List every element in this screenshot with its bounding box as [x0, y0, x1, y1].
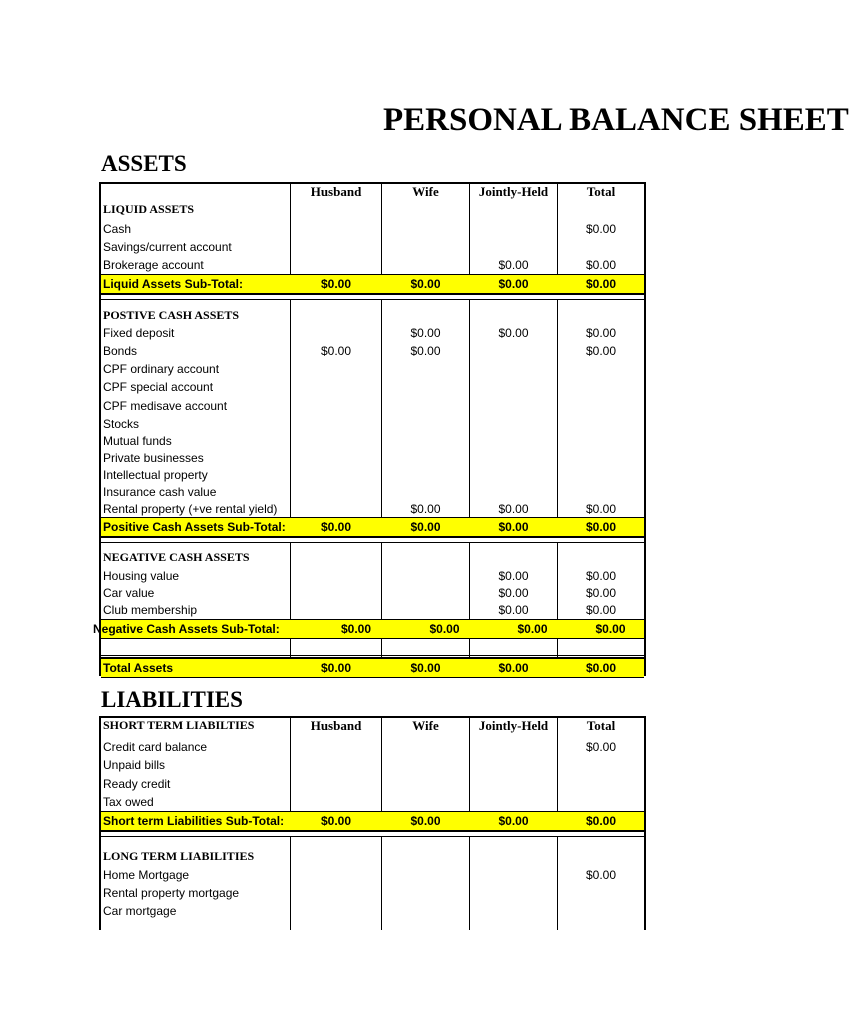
total-jointly-held: $0.00 — [498, 661, 529, 675]
column-header-row — [101, 718, 644, 738]
total-total: $0.00 — [585, 661, 617, 675]
subtotal-husband: $0.00 — [340, 622, 372, 636]
cell-wife — [382, 793, 469, 811]
cell-wife — [382, 884, 469, 902]
row-label: Bonds — [103, 344, 138, 358]
cell-jointly-held — [470, 238, 557, 256]
short-term-liabilities-heading: SHORT TERM LIABILTIES — [103, 718, 255, 732]
cell-husband — [291, 324, 381, 342]
cell-jointly-held: $0.00 — [498, 585, 529, 600]
table-row — [101, 378, 644, 396]
row-label: Rental property (+ve rental yield) — [103, 501, 278, 516]
double-divider — [101, 294, 644, 300]
table-row — [101, 449, 644, 466]
cell-husband — [291, 884, 381, 902]
cell-husband — [291, 238, 381, 256]
cell-wife — [382, 483, 469, 500]
cell-jointly-held — [470, 466, 557, 483]
table-row — [101, 256, 644, 274]
row-label: Tax owed — [103, 795, 154, 809]
total-wife: $0.00 — [410, 661, 441, 675]
header-husband: Husband — [310, 718, 362, 733]
cell-wife — [382, 902, 469, 920]
cell-husband — [291, 415, 381, 432]
subtotal-row — [101, 811, 644, 831]
group-heading-row — [101, 306, 644, 324]
subtotal-total: $0.00 — [585, 520, 617, 534]
table-row — [101, 756, 644, 774]
cell-jointly-held — [470, 432, 557, 449]
cell-husband — [291, 432, 381, 449]
cell-jointly-held — [470, 415, 557, 432]
subtotal-wife: $0.00 — [410, 814, 441, 828]
cell-total: $0.00 — [585, 585, 617, 600]
cell-total — [558, 449, 644, 466]
table-row — [101, 601, 644, 618]
row-label: Rental property mortgage — [103, 886, 240, 900]
page-title: PERSONAL BALANCE SHEET — [383, 102, 849, 138]
table-row — [101, 397, 644, 415]
cell-husband — [291, 775, 381, 793]
total-assets-row — [101, 658, 644, 678]
table-row — [101, 567, 644, 584]
table-row — [101, 432, 644, 449]
table-row — [101, 738, 644, 756]
subtotal-jointly-held: $0.00 — [498, 277, 529, 291]
cell-husband — [291, 793, 381, 811]
table-row — [101, 324, 644, 342]
cell-husband — [291, 738, 381, 756]
double-divider — [101, 537, 644, 543]
subtotal-label: Liquid Assets Sub-Total: — [103, 277, 243, 291]
cell-wife — [382, 397, 469, 415]
table-row — [101, 584, 644, 601]
row-label: Intellectual property — [103, 467, 208, 482]
subtotal-wife: $0.00 — [410, 520, 441, 534]
table-row — [101, 360, 644, 378]
liquid-assets-heading: LIQUID ASSETS — [103, 201, 195, 216]
cell-jointly-held — [470, 902, 557, 920]
subtotal-label: Positive Cash Assets Sub-Total: — [103, 520, 286, 534]
cell-wife — [382, 360, 469, 378]
subtotal-total: $0.00 — [585, 277, 617, 291]
cell-wife: $0.00 — [410, 501, 441, 516]
subtotal-husband: $0.00 — [320, 814, 352, 828]
row-label: Mutual funds — [103, 433, 172, 448]
subtotal-row — [93, 619, 644, 639]
total-husband: $0.00 — [320, 661, 352, 675]
row-label: Fixed deposit — [103, 326, 175, 340]
liabilities-heading: LIABILITIES — [101, 687, 243, 712]
header-total: Total — [586, 184, 616, 199]
subtotal-wife: $0.00 — [429, 622, 460, 636]
cell-husband — [291, 866, 381, 884]
cell-total — [558, 466, 644, 483]
cell-jointly-held — [470, 220, 557, 238]
cell-total — [558, 483, 644, 500]
cell-jointly-held — [470, 378, 557, 396]
cell-wife — [382, 738, 469, 756]
cell-total — [558, 793, 644, 811]
table-row — [101, 466, 644, 483]
row-label: CPF medisave account — [103, 399, 228, 413]
cell-jointly-held — [470, 884, 557, 902]
group-heading-row — [101, 200, 644, 218]
cell-wife — [382, 238, 469, 256]
subtotal-total: $0.00 — [585, 814, 617, 828]
table-row — [101, 220, 644, 238]
header-husband: Husband — [310, 184, 362, 199]
cell-jointly-held: $0.00 — [498, 602, 529, 617]
row-label: Housing value — [103, 568, 180, 583]
subtotal-row — [101, 274, 644, 294]
cell-jointly-held — [470, 360, 557, 378]
row-label: Cash — [103, 222, 132, 236]
subtotal-jointly-held: $0.00 — [498, 814, 529, 828]
cell-jointly-held — [470, 866, 557, 884]
subtotal-husband: $0.00 — [320, 520, 352, 534]
cell-jointly-held: $0.00 — [498, 326, 529, 340]
row-label: Ready credit — [103, 777, 171, 791]
cell-husband — [291, 449, 381, 466]
row-label: Insurance cash value — [103, 484, 217, 499]
row-label: Savings/current account — [103, 240, 232, 254]
cell-husband — [291, 378, 381, 396]
row-label: CPF ordinary account — [103, 362, 220, 376]
cell-wife — [382, 567, 469, 584]
cell-total — [558, 238, 644, 256]
cell-wife — [382, 220, 469, 238]
subtotal-row — [101, 517, 644, 537]
cell-husband — [291, 466, 381, 483]
liabilities-table — [99, 716, 646, 930]
total-assets-label: Total Assets — [103, 661, 174, 675]
cell-wife — [382, 256, 469, 274]
cell-total — [558, 415, 644, 432]
long-term-liabilities-heading: LONG TERM LIABILITIES — [103, 848, 255, 863]
header-jointly-held: Jointly-Held — [478, 184, 549, 199]
cell-total — [558, 360, 644, 378]
cell-total: $0.00 — [585, 868, 617, 882]
cell-husband — [291, 601, 381, 618]
table-row — [101, 483, 644, 500]
cell-husband — [291, 220, 381, 238]
assets-table — [93, 182, 646, 676]
cell-jointly-held — [470, 483, 557, 500]
cell-total: $0.00 — [585, 258, 617, 272]
cell-jointly-held — [470, 449, 557, 466]
table-row — [101, 793, 644, 811]
cell-jointly-held — [470, 738, 557, 756]
cell-jointly-held — [470, 756, 557, 774]
cell-wife — [382, 449, 469, 466]
table-row — [101, 866, 644, 884]
row-label: CPF special account — [103, 380, 214, 394]
header-jointly-held: Jointly-Held — [478, 718, 549, 733]
cell-wife — [382, 756, 469, 774]
cell-husband — [291, 256, 381, 274]
cell-husband — [291, 584, 381, 601]
cell-total: $0.00 — [585, 222, 617, 236]
subtotal-total: $0.00 — [595, 622, 626, 636]
cell-total — [558, 902, 644, 920]
cell-jointly-held — [470, 342, 557, 360]
cell-wife — [382, 415, 469, 432]
cell-wife — [382, 601, 469, 618]
row-label: Credit card balance — [103, 740, 208, 754]
cell-jointly-held: $0.00 — [498, 568, 529, 583]
row-divider — [101, 655, 644, 656]
row-label: Car value — [103, 585, 155, 600]
assets-heading: ASSETS — [101, 151, 187, 176]
cell-total: $0.00 — [585, 740, 617, 754]
cell-jointly-held — [470, 397, 557, 415]
group-heading-row — [101, 847, 644, 865]
positive-cash-assets-heading: POSTIVE CASH ASSETS — [103, 307, 240, 322]
cell-total — [558, 775, 644, 793]
table-row — [101, 238, 644, 256]
cell-husband — [291, 902, 381, 920]
subtotal-husband: $0.00 — [320, 277, 352, 291]
cell-wife — [382, 775, 469, 793]
cell-total: $0.00 — [585, 501, 617, 516]
table-row — [101, 884, 644, 902]
cell-wife — [382, 866, 469, 884]
cell-wife: $0.00 — [410, 344, 441, 358]
table-row — [101, 500, 644, 517]
subtotal-wife: $0.00 — [410, 277, 441, 291]
cell-total: $0.00 — [585, 344, 617, 358]
cell-wife — [382, 432, 469, 449]
cell-total — [558, 378, 644, 396]
cell-husband — [291, 360, 381, 378]
cell-husband — [291, 567, 381, 584]
cell-jointly-held: $0.00 — [498, 501, 529, 516]
cell-wife — [382, 378, 469, 396]
header-total: Total — [586, 718, 616, 733]
double-divider — [101, 831, 644, 837]
cell-total — [558, 432, 644, 449]
row-label: Home Mortgage — [103, 868, 190, 882]
cell-wife — [382, 584, 469, 601]
table-row — [101, 415, 644, 432]
row-label: Brokerage account — [103, 258, 204, 272]
cell-husband — [291, 756, 381, 774]
title-area — [383, 98, 849, 142]
header-wife: Wife — [412, 184, 439, 199]
cell-jointly-held — [470, 793, 557, 811]
cell-husband — [291, 500, 381, 517]
table-row — [101, 342, 644, 360]
table-row — [101, 775, 644, 793]
cell-husband — [291, 397, 381, 415]
cell-wife: $0.00 — [410, 326, 441, 340]
column-header-row — [101, 184, 644, 200]
group-heading-row — [101, 548, 644, 566]
cell-total: $0.00 — [585, 602, 617, 617]
cell-total — [558, 397, 644, 415]
cell-total: $0.00 — [585, 568, 617, 583]
row-label: Club membership — [103, 602, 198, 617]
row-label: Private businesses — [103, 450, 204, 465]
cell-jointly-held: $0.00 — [498, 258, 529, 272]
header-wife: Wife — [412, 718, 439, 733]
table-row — [101, 902, 644, 920]
cell-total — [558, 884, 644, 902]
cell-total — [558, 756, 644, 774]
subtotal-label: Negative Cash Assets Sub-Total: — [93, 622, 280, 636]
cell-wife — [382, 466, 469, 483]
cell-total: $0.00 — [585, 326, 617, 340]
row-label: Stocks — [103, 416, 140, 431]
negative-cash-assets-heading: NEGATIVE CASH ASSETS — [103, 549, 250, 564]
row-label: Unpaid bills — [103, 758, 166, 772]
row-label: Car mortgage — [103, 904, 177, 918]
subtotal-jointly-held: $0.00 — [498, 520, 529, 534]
cell-husband: $0.00 — [320, 344, 352, 358]
subtotal-jointly-held: $0.00 — [517, 622, 548, 636]
cell-husband — [291, 483, 381, 500]
cell-jointly-held — [470, 775, 557, 793]
subtotal-label: Short term Liabilities Sub-Total: — [103, 814, 285, 828]
